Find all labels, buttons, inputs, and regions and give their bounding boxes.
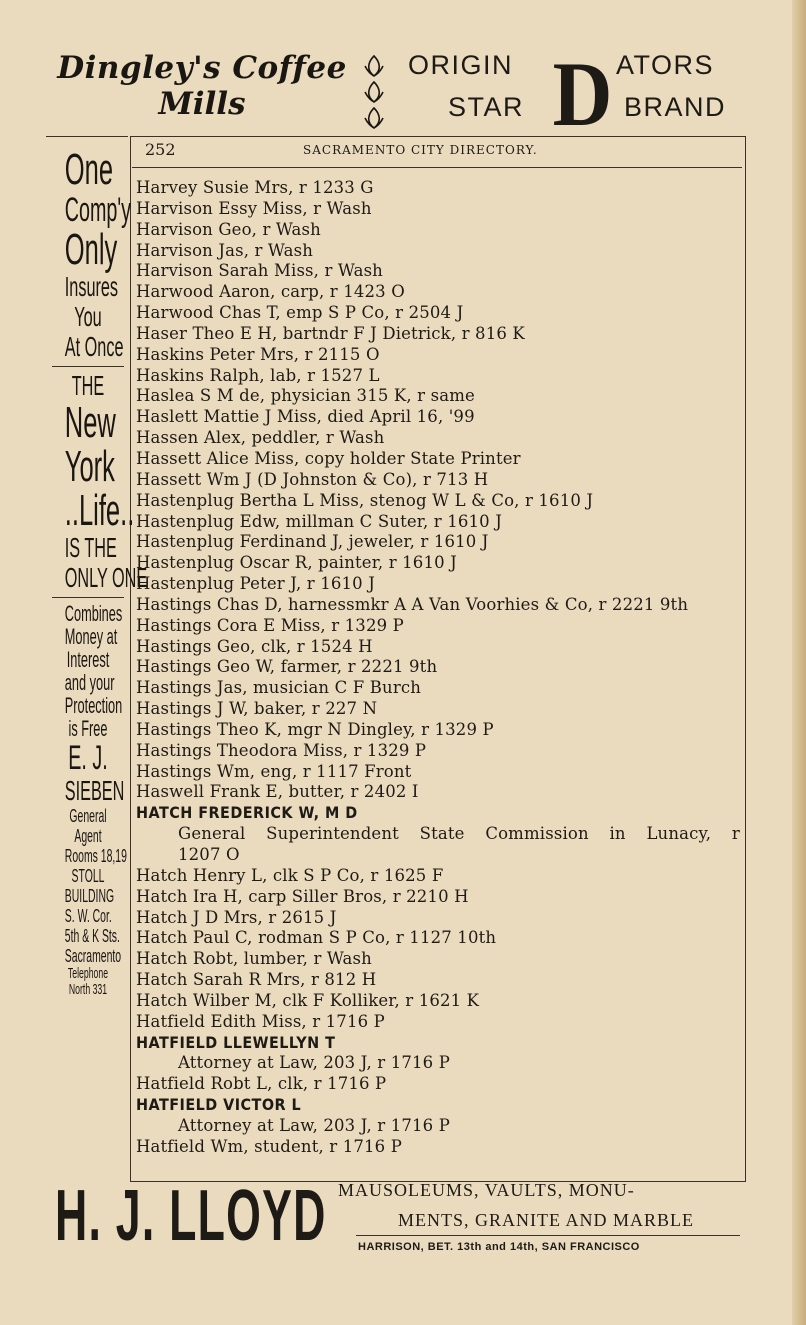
directory-entry: Hastings Theodora Miss, r 1329 P [136, 740, 427, 760]
directory-entry: Harvison Sarah Miss, r Wash [136, 261, 383, 281]
footer-address: HARRISON, BET. 13th and 14th, SAN FRANCISCO [358, 1241, 640, 1253]
ad-text: STOLL [71, 866, 105, 886]
footer-rule [356, 1235, 740, 1236]
page-title: SACRAMENTO CITY DIRECTORY. [303, 143, 538, 157]
new-york-life-ad [48, 145, 148, 998]
directory-entry: Harvison Jas, r Wash [136, 240, 313, 260]
header-rule [132, 167, 742, 168]
directory-entry: Haskins Ralph, lab, r 1527 L [136, 365, 380, 385]
entry-word: Lunacy, [646, 824, 712, 844]
directory-entry: Hatfield Robt L, clk, r 1716 P [136, 1074, 387, 1094]
directory-entry: Hatfield Wm, student, r 1716 P [136, 1136, 402, 1156]
directory-heading: HATFIELD LLEWELLYN T [136, 1032, 336, 1052]
directory-entry: Hastenplug Ferdinand J, jeweler, r 1610 J [136, 532, 489, 552]
directory-heading: HATCH FREDERICK W, M D [136, 803, 358, 823]
ad-text: Insures [64, 271, 119, 302]
ad-text: ..Life.. [64, 486, 135, 535]
page-header [145, 140, 745, 162]
directory-entry: Hastings Geo, clk, r 1524 H [136, 636, 373, 656]
ad-text: Sacramento [64, 946, 122, 966]
entry-word: r [731, 824, 740, 844]
directory-entry: Hassen Alex, peddler, r Wash [136, 428, 385, 448]
directory-entry: Haslett Mattie J Miss, died April 16, '99 [136, 407, 475, 427]
ad-text: York [64, 442, 115, 491]
directory-entry: Harwood Chas T, emp S P Co, r 2504 J [136, 303, 464, 323]
ad-text: Telephone [67, 965, 109, 982]
origin-text: ORIGIN [408, 50, 514, 80]
leaf-ornament-icon [360, 52, 388, 134]
directory-entry: Hastenplug Oscar R, painter, r 1610 J [136, 553, 457, 573]
directory-heading: HATFIELD VICTOR L [136, 1095, 302, 1115]
ad-text: BUILDING [64, 886, 115, 906]
directory-entry: Haskins Peter Mrs, r 2115 O [136, 344, 380, 364]
directory-entry: Hatch Wilber M, clk F Kolliker, r 1621 K [136, 990, 480, 1010]
ad-text: Agent [74, 826, 102, 846]
directory-entry: Harvison Geo, r Wash [136, 219, 321, 239]
entry-word: in [609, 824, 626, 844]
directory-entry: Hastings Wm, eng, r 1117 Front [136, 761, 412, 781]
ad-text: Rooms 18,19 [64, 846, 127, 866]
ad-text: Only [64, 225, 118, 274]
directory-entry: Harwood Aaron, carp, r 1423 O [136, 282, 405, 302]
ad-text: is Free [68, 716, 108, 741]
directory-entry: Hastenplug Edw, millman C Suter, r 1610 J [136, 511, 502, 531]
directory-entry: Hatfield Edith Miss, r 1716 P [136, 1011, 385, 1031]
entry-word: General [178, 824, 246, 844]
directory-entry: Hatch Robt, lumber, r Wash [136, 949, 372, 969]
directory-entries [136, 178, 744, 1158]
dingley-coffee-ad [52, 50, 352, 122]
ad-text: Interest [66, 647, 110, 672]
ad-text: and your [64, 670, 115, 695]
directory-entry: Hastings J W, baker, r 227 N [136, 699, 378, 719]
directory-entry: Harvey Susie Mrs, r 1233 G [136, 178, 374, 197]
entry-word: Superintendent [266, 824, 399, 844]
ad-text: At Once [64, 331, 124, 362]
directory-entry: Hastings Geo W, farmer, r 2221 9th [136, 657, 438, 677]
ad-divider [52, 366, 124, 367]
big-d-letter: D [552, 43, 613, 145]
directory-entry: Attorney at Law, 203 J, r 1716 P [178, 1115, 450, 1135]
ad-text: Protection [64, 693, 123, 718]
ad-text: SIEBEN [64, 775, 125, 806]
ad-text: E. J. [68, 739, 108, 777]
star-text: STAR [448, 92, 525, 122]
directory-entry: Hatch Ira H, carp Siller Bros, r 2210 H [136, 886, 469, 906]
directory-entry: 1207 O [178, 845, 240, 864]
ad-text: Money at [64, 624, 118, 649]
ad-divider [52, 597, 124, 598]
ad-text: ONLY ONE [64, 562, 148, 593]
ad-text: 5th & K Sts. [64, 926, 120, 946]
directory-entry: Hatch Paul C, rodman S P Co, r 1127 10th [136, 928, 497, 948]
directory-entry: Hastings Cora E Miss, r 1329 P [136, 615, 404, 635]
ad-text: You [74, 301, 102, 332]
ad-text: IS THE [64, 532, 117, 563]
directory-entry: Hassett Alice Miss, copy holder State Printer [136, 448, 521, 468]
ators-text: ATORS [616, 50, 715, 80]
page-edge [792, 0, 806, 1325]
ad-text: North 331 [68, 981, 108, 998]
dingley-line1: Dingley's Coffee [57, 50, 347, 86]
directory-entry [136, 824, 744, 845]
lloyd-name: H. J. LLOYD [55, 1176, 327, 1256]
directory-entry: Haswell Frank E, butter, r 2402 I [136, 782, 419, 802]
page-number: 252 [145, 140, 176, 159]
brand-text: BRAND [624, 92, 727, 122]
ad-text: Comp'y [64, 191, 132, 229]
directory-entry: Hassett Wm J (D Johnston & Co), r 713 H [136, 469, 489, 489]
entry-word: Commission [485, 824, 589, 844]
directory-entry: Hatch J D Mrs, r 2615 J [136, 907, 337, 927]
ad-text: THE [71, 370, 105, 401]
ad-text: General [69, 806, 107, 826]
directory-entry: Hatch Henry L, clk S P Co, r 1625 F [136, 865, 444, 885]
directory-entry: Harvison Essy Miss, r Wash [136, 198, 372, 218]
footer-line1: MAUSOLEUMS, VAULTS, MONU- [338, 1180, 635, 1200]
directory-entry: Hastenplug Peter J, r 1610 J [136, 574, 375, 594]
directory-entry: Attorney at Law, 203 J, r 1716 P [178, 1053, 450, 1073]
directory-entry: Hastings Jas, musician C F Burch [136, 678, 422, 698]
directory-entry: Haser Theo E H, bartndr F J Dietrick, r 816 K [136, 323, 525, 343]
ad-text: Combines [64, 601, 123, 626]
directory-entry: Hastings Theo K, mgr N Dingley, r 1329 P [136, 719, 494, 739]
footer-line2: MENTS, GRANITE AND MARBLE [398, 1210, 695, 1230]
directory-entry: Haslea S M de, physician 315 K, r same [136, 386, 475, 406]
directory-entry: Hatch Sarah R Mrs, r 812 H [136, 970, 377, 990]
entry-word: State [419, 824, 465, 844]
ad-text: S. W. Cor. [64, 906, 112, 926]
dingley-line2: Mills [158, 86, 246, 122]
ad-text: New [64, 398, 116, 447]
ad-text: One [64, 145, 114, 194]
directory-entry: Hastings Chas D, harnessmkr A A Van Voorhies & Co, r 2221 9th [136, 594, 689, 614]
directory-entry: Hastenplug Bertha L Miss, stenog W L & Co, r 1610 J [136, 490, 594, 510]
